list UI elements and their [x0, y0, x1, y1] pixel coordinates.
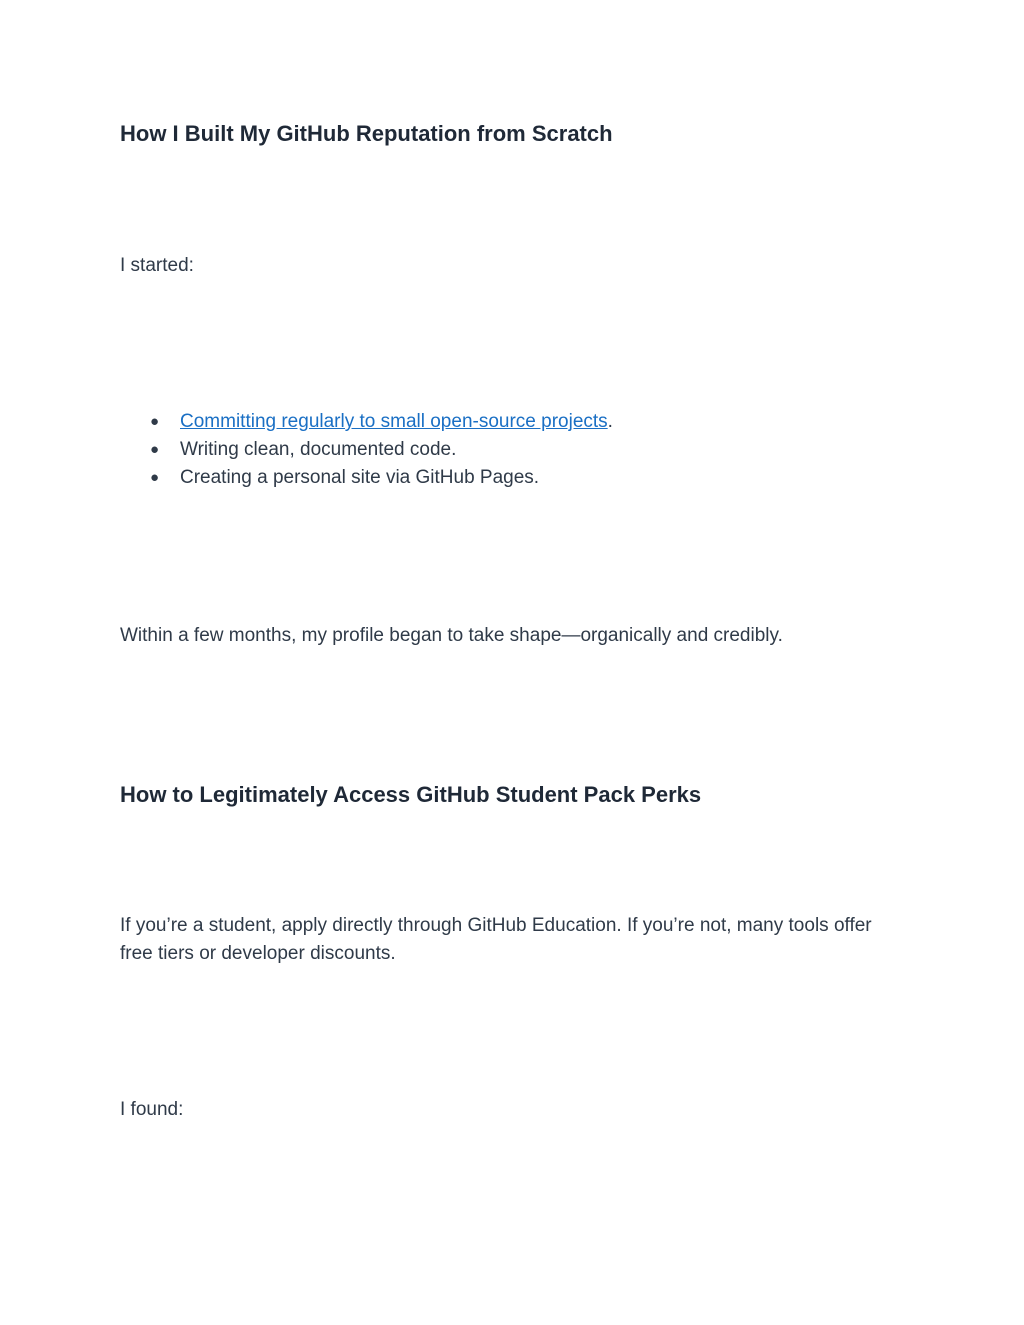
bullet-icon: ● [150, 469, 160, 486]
intro-paragraph: I started: [120, 255, 194, 276]
list-item [150, 464, 613, 492]
section-heading-github-reputation: How I Built My GitHub Reputation from Scratch [120, 121, 613, 146]
outro-paragraph: Within a few months, my profile began to take shape—organically and credibly. [120, 625, 783, 646]
bullet-icon: ● [150, 441, 160, 458]
list-item-suffix: . [607, 411, 613, 432]
list-item-text: Writing clean, documented code. [180, 439, 457, 460]
section-heading-student-pack: How to Legitimately Access GitHub Student Pack Perks [120, 782, 702, 807]
bullet-icon: ● [150, 413, 160, 430]
closing-paragraph: I found: [120, 1099, 184, 1120]
steps-list [150, 408, 613, 492]
open-source-projects-link[interactable]: Committing regularly to small open-source projects [180, 411, 608, 432]
list-item [150, 436, 613, 464]
student-pack-paragraph: If you’re a student, apply directly through GitHub Education. If you’re not, many tools offer free tiers or developer discounts. [120, 915, 872, 964]
list-item-text: Creating a personal site via GitHub Pages. [180, 467, 540, 488]
list-item [150, 408, 613, 436]
